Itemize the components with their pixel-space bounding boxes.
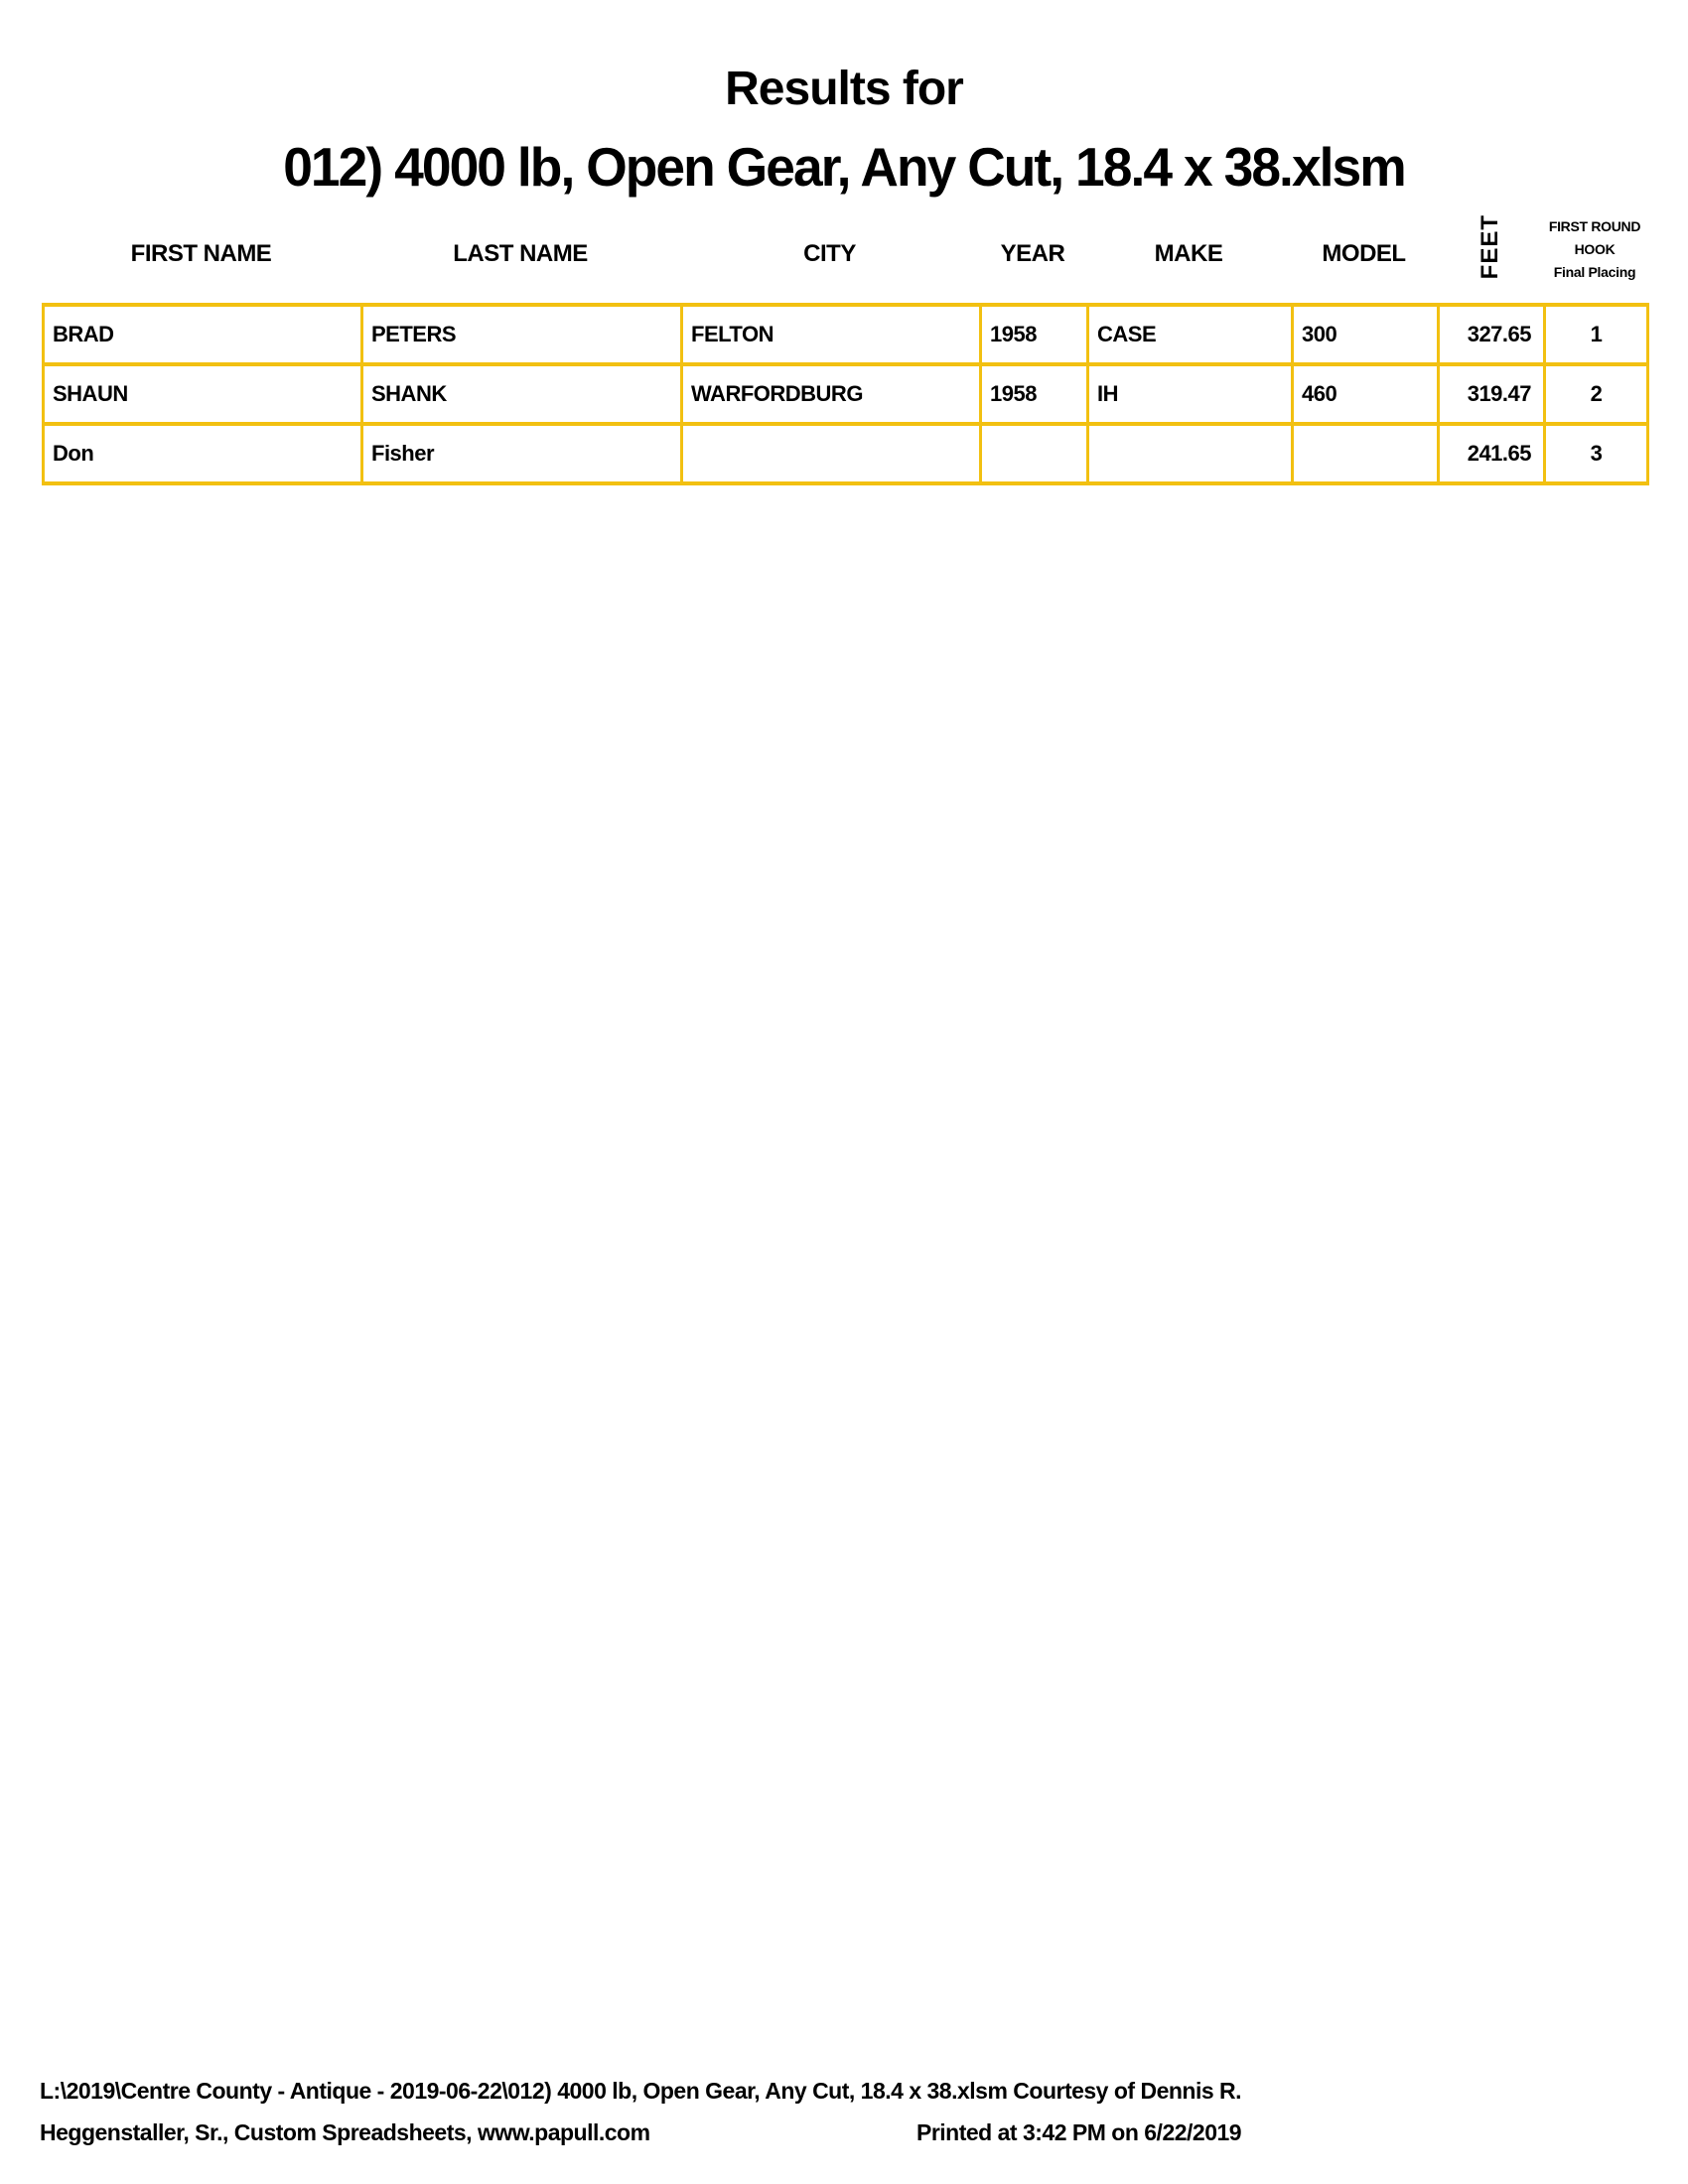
column-header-model-label: MODEL — [1322, 240, 1406, 267]
page-title: Results for — [725, 63, 963, 115]
column-header-city-label: CITY — [803, 240, 856, 267]
cell-city: FELTON — [682, 305, 981, 364]
footer-line2 — [40, 2112, 1648, 2153]
cell-make: IH — [1088, 364, 1293, 424]
cell-placing: 1 — [1545, 305, 1648, 364]
column-header-make — [1086, 206, 1291, 290]
column-header-row — [42, 206, 1646, 290]
footer-file-path: L:\2019\Centre County - Antique - 2019-06-22\012) 4000 lb, Open Gear, Any Cut, 18.4 x 38.xlsm Courtesy of Dennis R. — [40, 2078, 1242, 2104]
column-header-year-label: YEAR — [1000, 240, 1065, 267]
table-row — [44, 364, 1648, 424]
cell-first-name: Don — [44, 424, 362, 483]
page-subtitle: 012) 4000 lb, Open Gear, Any Cut, 18.4 x 38.xlsm — [283, 136, 1405, 198]
page-footer — [40, 2070, 1648, 2153]
cell-year: 1958 — [981, 305, 1088, 364]
table-row — [44, 424, 1648, 483]
placing-header-line1: FIRST ROUND — [1548, 218, 1641, 234]
placing-header-line3: Final Placing — [1553, 264, 1636, 280]
cell-city — [682, 424, 981, 483]
cell-year — [981, 424, 1088, 483]
cell-model: 460 — [1293, 364, 1439, 424]
cell-city: WARFORDBURG — [682, 364, 981, 424]
column-header-first-name-label: FIRST NAME — [130, 240, 272, 267]
column-header-placing — [1543, 206, 1646, 290]
placing-header-line2: HOOK — [1574, 241, 1616, 257]
column-header-city — [680, 206, 979, 290]
column-header-first-name — [42, 206, 360, 290]
cell-year: 1958 — [981, 364, 1088, 424]
cell-feet: 319.47 — [1439, 364, 1545, 424]
results-sheet — [42, 206, 1646, 485]
cell-feet: 241.65 — [1439, 424, 1545, 483]
footer-credit: Heggenstaller, Sr., Custom Spreadsheets, www.papull.com — [40, 2119, 650, 2145]
cell-first-name: SHAUN — [44, 364, 362, 424]
footer-printed-timestamp: Printed at 3:42 PM on 6/22/2019 — [916, 2119, 1242, 2145]
cell-make — [1088, 424, 1293, 483]
column-header-make-label: MAKE — [1154, 240, 1223, 267]
cell-make: CASE — [1088, 305, 1293, 364]
column-header-placing-label — [1543, 215, 1646, 290]
column-header-feet-label: FEET — [1476, 213, 1503, 279]
cell-feet: 327.65 — [1439, 305, 1545, 364]
table-row — [44, 305, 1648, 364]
column-header-feet — [1437, 206, 1543, 290]
cell-placing: 2 — [1545, 364, 1648, 424]
results-table — [42, 303, 1649, 485]
cell-last-name: Fisher — [362, 424, 682, 483]
column-header-model — [1291, 206, 1437, 290]
column-header-year — [979, 206, 1086, 290]
cell-model: 300 — [1293, 305, 1439, 364]
cell-last-name: SHANK — [362, 364, 682, 424]
cell-last-name: PETERS — [362, 305, 682, 364]
column-header-last-name-label: LAST NAME — [453, 240, 588, 267]
cell-placing: 3 — [1545, 424, 1648, 483]
cell-first-name: BRAD — [44, 305, 362, 364]
cell-model — [1293, 424, 1439, 483]
column-header-last-name — [360, 206, 680, 290]
